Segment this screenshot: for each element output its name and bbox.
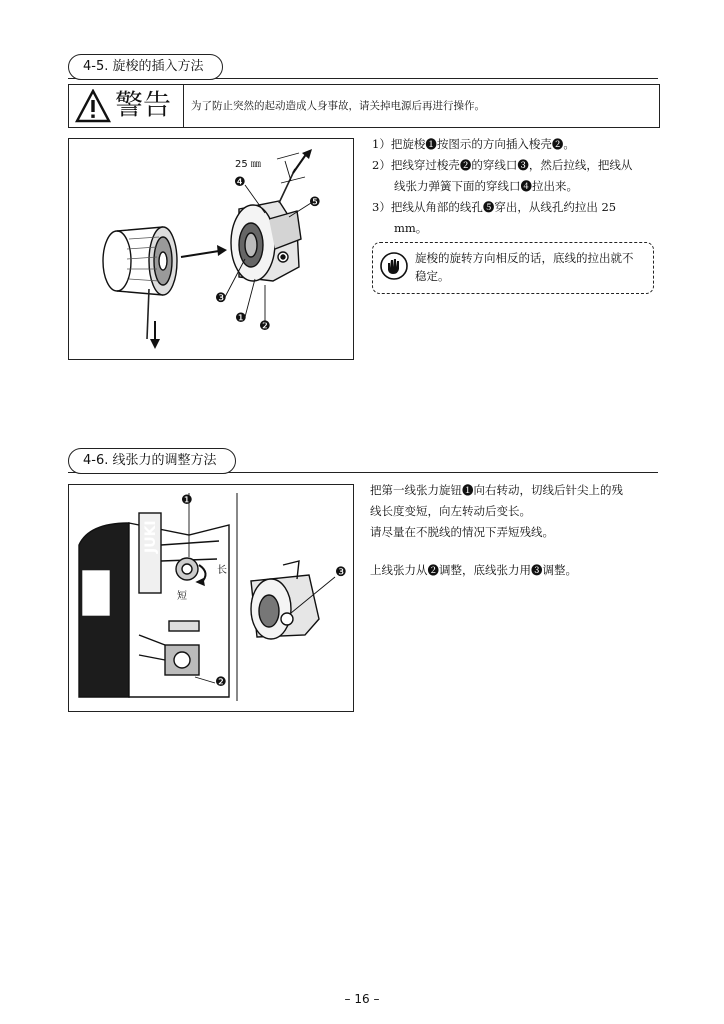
warning-word: 警告 [115, 88, 172, 121]
thread-tension-illustration [69, 485, 353, 711]
paragraph-line-4: 上线张力从❷调整，底线张力用❸调整。 [370, 563, 577, 577]
bobbin-drawing [103, 227, 177, 339]
bobbin-case-drawing [231, 201, 301, 281]
tension-text [370, 480, 660, 581]
section-title: 4-5. 旋梭的插入方法 [68, 54, 223, 80]
step-2-line-1: 2）把线穿过梭壳❷的穿线口❸，然后拉线，把线从 [372, 158, 633, 172]
callout-5: ❺ [309, 195, 321, 210]
paragraph-line-1: 把第一线张力旋钮❶向右转动，切线后针尖上的残 [370, 483, 623, 497]
callout-3: ❸ [215, 291, 227, 306]
bobbin-insertion-figure [68, 138, 354, 360]
page-number: – 16 – [344, 992, 380, 1006]
step-list [372, 134, 658, 239]
caution-box [372, 242, 654, 294]
paragraph-line-2: 线长度变短，向左转动后变长。 [370, 504, 531, 518]
label-short: 短 [177, 591, 187, 602]
step-3-line-1: 3）把线从角部的线孔❺穿出，从线孔约拉出 25 [372, 200, 617, 214]
section-header-4-6 [68, 448, 658, 476]
warning-triangle-icon [75, 89, 111, 123]
warning-label-area [69, 85, 184, 127]
caution-text [415, 249, 634, 285]
warning-text: 为了防止突然的起动造成人身事故，请关掉电源后再进行操作。 [191, 100, 485, 112]
section-header-4-5 [68, 54, 658, 82]
callout-2: ❷ [259, 319, 271, 334]
callout-1: ❶ [235, 311, 247, 326]
caution-hand-icon [379, 251, 409, 281]
section-title: 4-6. 线张力的调整方法 [68, 448, 236, 474]
callout-1: ❶ [181, 493, 193, 508]
label-long: 长 [217, 565, 227, 576]
step-2-line-2: 线张力弹簧下面的穿线口❹拉出来。 [394, 179, 578, 193]
step-3-line-2: mm。 [394, 221, 428, 235]
bobbin-case-drawing [251, 561, 335, 639]
caution-line-2: 稳定。 [415, 269, 450, 283]
tension-adjust-figure [68, 484, 354, 712]
bobbin-case-illustration [69, 139, 353, 359]
dimension-label: 25 ㎜ [235, 159, 261, 170]
step-1: 1）把旋梭❶按图示的方向插入梭壳❷。 [372, 137, 575, 151]
callout-3: ❸ [335, 565, 347, 580]
caution-line-1: 旋梭的旋转方向相反的话，底线的拉出就不 [415, 251, 634, 265]
warning-box [68, 84, 660, 128]
callout-4: ❹ [234, 175, 246, 190]
brand-logo: JUKI [143, 520, 159, 553]
callout-2: ❷ [215, 675, 227, 690]
paragraph-line-3: 请尽量在不脱线的情况下弄短残线。 [370, 525, 554, 539]
